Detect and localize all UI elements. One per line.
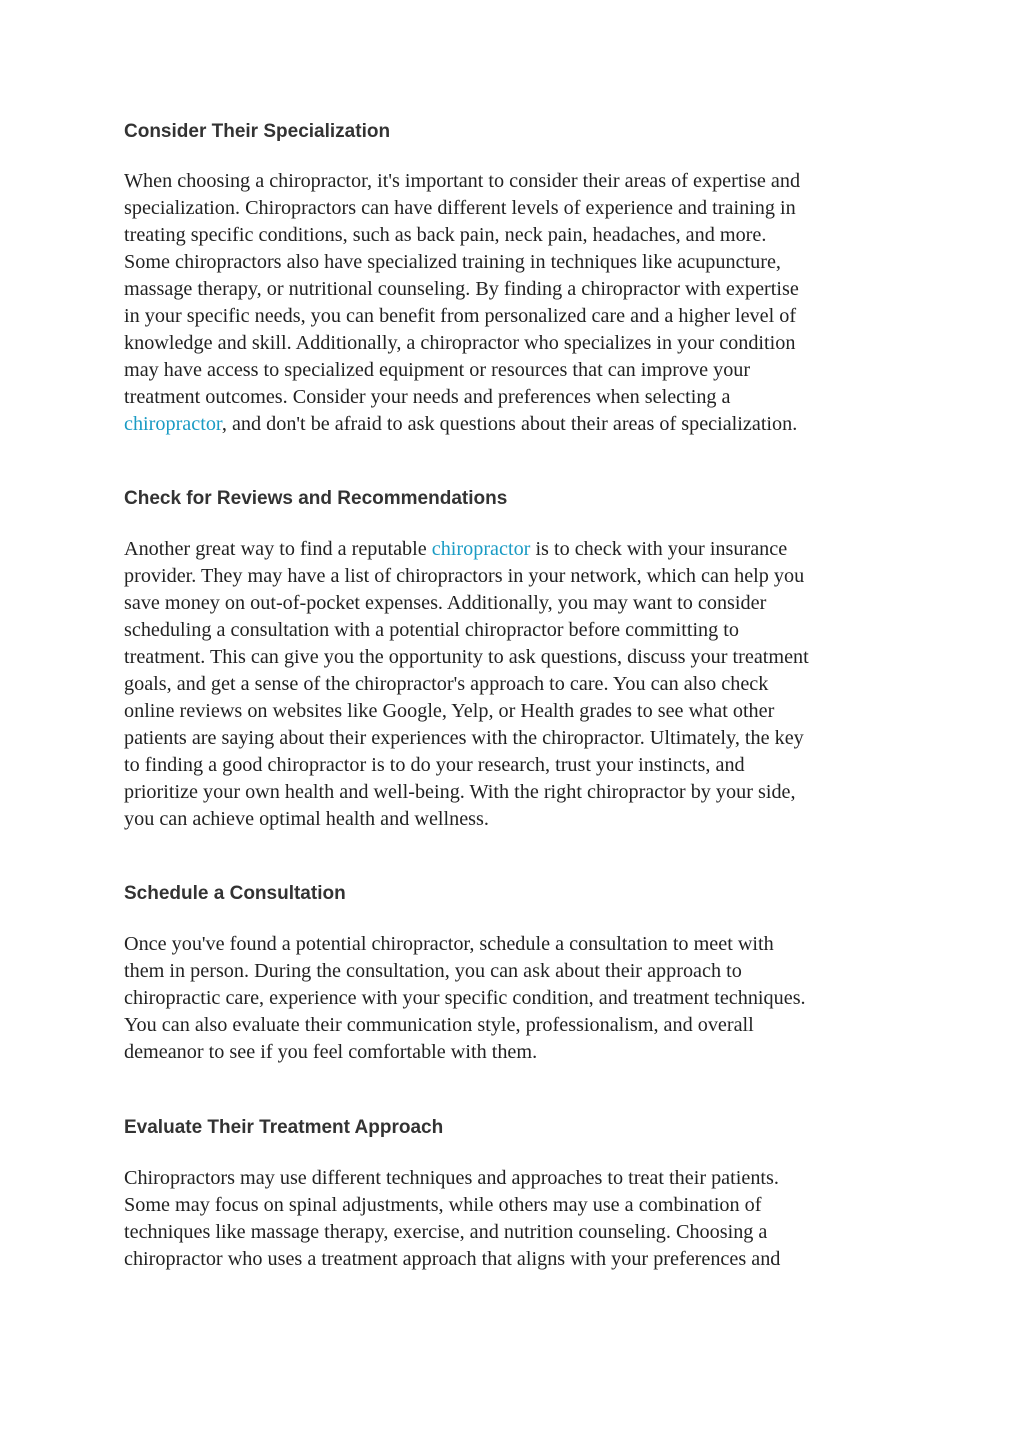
- text-line: you can achieve optimal health and wellness.: [124, 808, 489, 830]
- text-line: scheduling a consultation with a potential chiropractor before committing to: [124, 619, 739, 641]
- text-line: may have access to specialized equipment or resources that can improve your: [124, 359, 751, 381]
- text-line: goals, and get a sense of the chiropractor's approach to care. You can also check: [124, 673, 769, 695]
- text-line: to finding a good chiropractor is to do your research, trust your instincts, and: [124, 754, 745, 776]
- text-line: chiropractor who uses a treatment approach that aligns with your preferences and: [124, 1248, 781, 1270]
- text-line: [124, 411, 904, 438]
- text-line: provider. They may have a list of chiropractors in your network, which can help you: [124, 565, 805, 587]
- chiropractor-link[interactable]: chiropractor: [124, 413, 222, 435]
- text-line: treatment. This can give you the opportunity to ask questions, discuss your treatment: [124, 646, 809, 668]
- text-line: Some may focus on spinal adjustments, while others may use a combination of: [124, 1194, 762, 1216]
- text-line: prioritize your own health and well-being. With the right chiropractor by your side,: [124, 781, 796, 803]
- text-line: You can also evaluate their communication style, professionalism, and overall: [124, 1014, 754, 1036]
- text-fragment: Another great way to find a reputable: [124, 538, 432, 560]
- text-fragment: is to check with your insurance: [530, 538, 788, 560]
- text-line: Once you've found a potential chiropractor, schedule a consultation to meet with: [124, 933, 774, 955]
- text-line: treating specific conditions, such as back pain, neck pain, headaches, and more.: [124, 224, 767, 246]
- text-line: knowledge and skill. Additionally, a chiropractor who specializes in your condition: [124, 332, 796, 354]
- text-line: save money on out-of-pocket expenses. Additionally, you may want to consider: [124, 592, 767, 614]
- text-line: Some chiropractors also have specialized training in techniques like acupuncture,: [124, 251, 781, 273]
- text-line: Chiropractors may use different techniques and approaches to treat their patients.: [124, 1167, 779, 1189]
- heading-reviews-recommendations: Check for Reviews and Recommendations: [124, 488, 508, 509]
- text-line: massage therapy, or nutritional counseling. By finding a chiropractor with expertise: [124, 278, 799, 300]
- text-line: specialization. Chiropractors can have different levels of experience and training in: [124, 197, 796, 219]
- text-line: in your specific needs, you can benefit from personalized care and a higher level of: [124, 305, 797, 327]
- text-line: treatment outcomes. Consider your needs and preferences when selecting a: [124, 386, 731, 408]
- heading-consider-specialization: Consider Their Specialization: [124, 121, 391, 142]
- paragraph-specialization: [124, 168, 904, 438]
- text-line: techniques like massage therapy, exercise, and nutrition counseling. Choosing a: [124, 1221, 768, 1243]
- heading-treatment-approach: Evaluate Their Treatment Approach: [124, 1117, 444, 1138]
- heading-schedule-consultation: Schedule a Consultation: [124, 883, 346, 904]
- paragraph-consultation: [124, 931, 904, 1066]
- text-line: demeanor to see if you feel comfortable with them.: [124, 1041, 538, 1063]
- text-line: [124, 536, 904, 563]
- text-fragment: , and don't be afraid to ask questions about their areas of specialization.: [221, 413, 798, 435]
- text-line: patients are saying about their experiences with the chiropractor. Ultimately, the key: [124, 727, 804, 749]
- paragraph-treatment-approach: [124, 1165, 904, 1273]
- paragraph-reviews: [124, 536, 904, 833]
- text-line: them in person. During the consultation, you can ask about their approach to: [124, 960, 742, 982]
- text-line: When choosing a chiropractor, it's important to consider their areas of expertise and: [124, 170, 801, 192]
- chiropractor-link[interactable]: chiropractor: [431, 538, 531, 560]
- text-line: online reviews on websites like Google, Yelp, or Health grades to see what other: [124, 700, 775, 722]
- text-line: chiropractic care, experience with your specific condition, and treatment techniques.: [124, 987, 806, 1009]
